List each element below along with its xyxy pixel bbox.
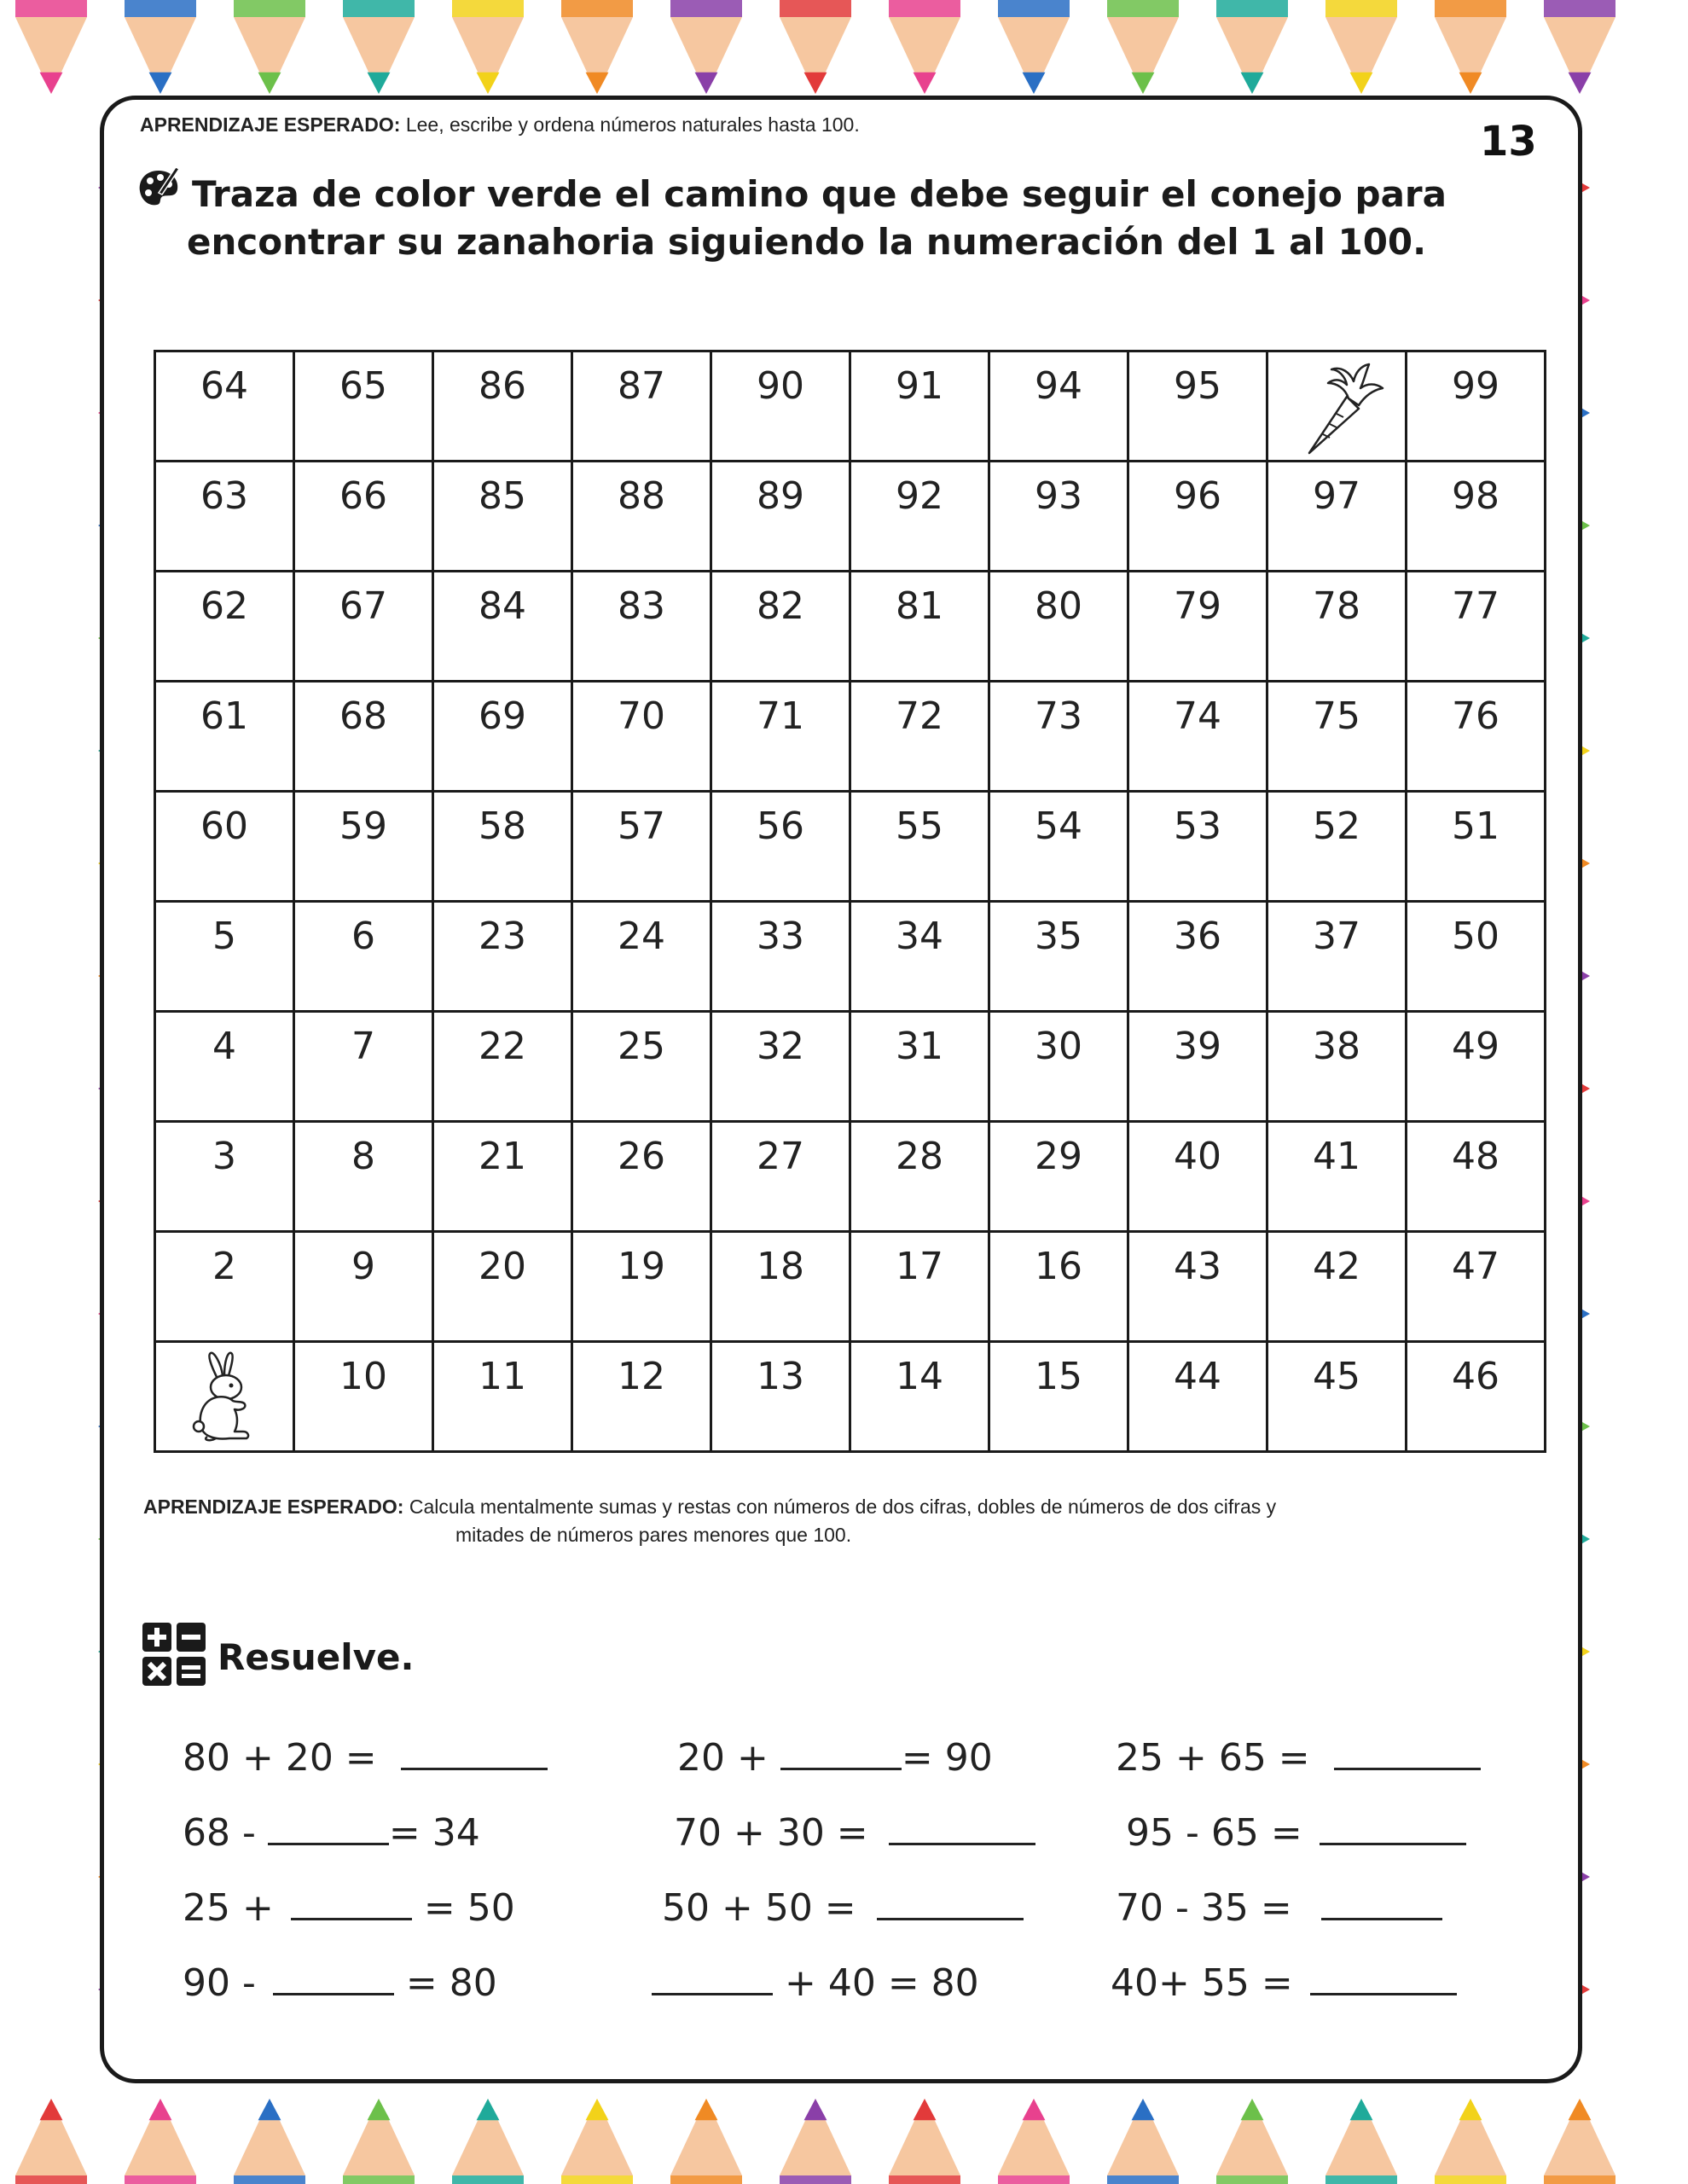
grid-cell[interactable]: 23 bbox=[433, 902, 572, 1012]
pencil-icon bbox=[1544, 2099, 1615, 2184]
pencil-icon bbox=[1107, 2099, 1179, 2184]
pencil-icon bbox=[889, 2099, 960, 2184]
grid-cell[interactable]: 88 bbox=[572, 462, 711, 572]
equation-9 bbox=[1116, 1880, 1442, 1934]
grid-cell[interactable]: 96 bbox=[1128, 462, 1267, 572]
grid-cell[interactable]: 66 bbox=[294, 462, 433, 572]
grid-cell[interactable]: 18 bbox=[711, 1232, 850, 1342]
pencil-icon bbox=[1216, 0, 1288, 94]
pencil-icon bbox=[15, 2099, 87, 2184]
grid-cell[interactable]: 90 bbox=[711, 351, 850, 462]
pencil-icon bbox=[670, 0, 742, 94]
grid-cell[interactable]: 86 bbox=[433, 351, 572, 462]
carrot-icon bbox=[1285, 357, 1388, 458]
pencil-icon bbox=[234, 2099, 305, 2184]
grid-cell[interactable]: 20 bbox=[433, 1232, 572, 1342]
grid-row bbox=[155, 572, 1546, 682]
pencil-icon bbox=[125, 2099, 196, 2184]
grid-row bbox=[155, 351, 1546, 462]
equation-4-text: 68 - bbox=[183, 1811, 256, 1855]
pencil-icon bbox=[889, 0, 960, 94]
header-learning-goal bbox=[140, 111, 860, 138]
grid-cell[interactable]: 95 bbox=[1128, 351, 1267, 462]
equation-7-result: = 50 bbox=[423, 1886, 515, 1930]
answer-blank[interactable] bbox=[652, 1955, 773, 1995]
grid-cell[interactable]: 16 bbox=[989, 1232, 1128, 1342]
grid-cell[interactable]: 31 bbox=[850, 1012, 989, 1122]
section2-line-2: mitades de números pares menores que 100. bbox=[455, 1524, 852, 1546]
grid-cell[interactable]: 34 bbox=[850, 902, 989, 1012]
answer-blank[interactable] bbox=[268, 1805, 389, 1845]
equation-7 bbox=[183, 1880, 515, 1934]
answer-blank[interactable] bbox=[1320, 1805, 1466, 1845]
pencil-icon bbox=[1107, 0, 1179, 94]
grid-row bbox=[155, 1012, 1546, 1122]
grid-cell[interactable]: 55 bbox=[850, 792, 989, 902]
pencil-icon bbox=[15, 0, 87, 94]
grid-cell[interactable]: 28 bbox=[850, 1122, 989, 1232]
grid-cell[interactable]: 60 bbox=[155, 792, 294, 902]
equation-5 bbox=[674, 1805, 1035, 1859]
grid-cell[interactable]: 13 bbox=[711, 1342, 850, 1452]
equation-9-text: 70 - 35 = bbox=[1116, 1886, 1292, 1930]
grid-cell[interactable]: 14 bbox=[850, 1342, 989, 1452]
equation-4 bbox=[183, 1805, 480, 1859]
grid-cell[interactable]: 87 bbox=[572, 351, 711, 462]
grid-cell[interactable]: 42 bbox=[1267, 1232, 1407, 1342]
grid-cell[interactable]: 45 bbox=[1267, 1342, 1407, 1452]
grid-row bbox=[155, 1232, 1546, 1342]
number-maze-grid bbox=[154, 350, 1546, 1453]
resuelve-title: Resuelve. bbox=[218, 1636, 415, 1678]
grid-row bbox=[155, 792, 1546, 902]
answer-blank[interactable] bbox=[1310, 1955, 1457, 1995]
pencil-icon bbox=[125, 0, 196, 94]
grid-cell[interactable]: 61 bbox=[155, 682, 294, 792]
grid-cell[interactable]: 46 bbox=[1407, 1342, 1546, 1452]
grid-cell[interactable]: 74 bbox=[1128, 682, 1267, 792]
grid-cell[interactable]: 97 bbox=[1267, 462, 1407, 572]
grid-cell[interactable]: 49 bbox=[1407, 1012, 1546, 1122]
grid-cell[interactable]: 57 bbox=[572, 792, 711, 902]
grid-cell[interactable]: 48 bbox=[1407, 1122, 1546, 1232]
grid-cell-carrot[interactable] bbox=[1267, 351, 1407, 462]
instruction-text bbox=[187, 171, 1523, 266]
grid-cell[interactable]: 15 bbox=[989, 1342, 1128, 1452]
grid-row bbox=[155, 462, 1546, 572]
grid-cell[interactable]: 58 bbox=[433, 792, 572, 902]
grid-cell[interactable]: 93 bbox=[989, 462, 1128, 572]
grid-cell[interactable]: 71 bbox=[711, 682, 850, 792]
grid-cell[interactable]: 79 bbox=[1128, 572, 1267, 682]
grid-cell[interactable]: 6 bbox=[294, 902, 433, 1012]
grid-cell[interactable]: 44 bbox=[1128, 1342, 1267, 1452]
grid-cell[interactable]: 54 bbox=[989, 792, 1128, 902]
grid-cell[interactable]: 25 bbox=[572, 1012, 711, 1122]
pencil-icon bbox=[234, 0, 305, 94]
pencil-icon bbox=[561, 2099, 633, 2184]
grid-cell[interactable]: 47 bbox=[1407, 1232, 1546, 1342]
grid-cell[interactable]: 10 bbox=[294, 1342, 433, 1452]
grid-cell[interactable]: 81 bbox=[850, 572, 989, 682]
pencil-icon bbox=[1544, 0, 1615, 94]
equation-12-text: 40+ 55 = bbox=[1111, 1961, 1293, 2005]
answer-blank[interactable] bbox=[889, 1805, 1035, 1845]
grid-cell[interactable]: 19 bbox=[572, 1232, 711, 1342]
grid-cell[interactable]: 26 bbox=[572, 1122, 711, 1232]
grid-cell[interactable]: 43 bbox=[1128, 1232, 1267, 1342]
grid-cell[interactable]: 17 bbox=[850, 1232, 989, 1342]
equation-2-result: = 90 bbox=[901, 1736, 993, 1780]
grid-cell[interactable]: 65 bbox=[294, 351, 433, 462]
grid-cell[interactable]: 92 bbox=[850, 462, 989, 572]
grid-cell[interactable]: 24 bbox=[572, 902, 711, 1012]
grid-cell[interactable]: 78 bbox=[1267, 572, 1407, 682]
header-text: Lee, escribe y ordena números naturales hasta 100. bbox=[405, 113, 860, 136]
grid-cell[interactable]: 2 bbox=[155, 1232, 294, 1342]
grid-cell[interactable]: 12 bbox=[572, 1342, 711, 1452]
grid-cell[interactable]: 59 bbox=[294, 792, 433, 902]
answer-blank[interactable] bbox=[291, 1880, 412, 1920]
grid-cell[interactable]: 89 bbox=[711, 462, 850, 572]
grid-cell[interactable]: 35 bbox=[989, 902, 1128, 1012]
answer-blank[interactable] bbox=[273, 1955, 394, 1995]
section2-label: APRENDIZAJE ESPERADO: bbox=[143, 1496, 404, 1518]
grid-cell[interactable]: 52 bbox=[1267, 792, 1407, 902]
equation-2 bbox=[677, 1730, 993, 1784]
equation-10 bbox=[183, 1955, 497, 2009]
grid-cell[interactable]: 50 bbox=[1407, 902, 1546, 1012]
grid-cell[interactable]: 53 bbox=[1128, 792, 1267, 902]
pencil-icon bbox=[343, 2099, 415, 2184]
pencil-icon bbox=[1435, 0, 1506, 94]
rabbit-icon bbox=[182, 1348, 267, 1443]
equation-11 bbox=[652, 1955, 979, 2009]
pencil-icon bbox=[343, 0, 415, 94]
grid-cell[interactable]: 62 bbox=[155, 572, 294, 682]
grid-cell[interactable]: 75 bbox=[1267, 682, 1407, 792]
grid-cell[interactable]: 80 bbox=[989, 572, 1128, 682]
palette-icon bbox=[136, 167, 181, 212]
answer-blank[interactable] bbox=[1321, 1880, 1442, 1920]
pencil-icon bbox=[998, 0, 1070, 94]
pencil-icon bbox=[452, 2099, 524, 2184]
grid-cell[interactable]: 27 bbox=[711, 1122, 850, 1232]
grid-cell[interactable]: 72 bbox=[850, 682, 989, 792]
grid-cell[interactable]: 76 bbox=[1407, 682, 1546, 792]
grid-row bbox=[155, 682, 1546, 792]
grid-cell[interactable]: 22 bbox=[433, 1012, 572, 1122]
grid-cell[interactable]: 4 bbox=[155, 1012, 294, 1122]
grid-cell[interactable]: 30 bbox=[989, 1012, 1128, 1122]
grid-cell[interactable]: 83 bbox=[572, 572, 711, 682]
grid-cell[interactable]: 73 bbox=[989, 682, 1128, 792]
grid-cell[interactable]: 36 bbox=[1128, 902, 1267, 1012]
grid-cell[interactable]: 9 bbox=[294, 1232, 433, 1342]
equation-5-text: 70 + 30 = bbox=[674, 1811, 868, 1855]
pencil-icon bbox=[1325, 2099, 1397, 2184]
grid-cell[interactable]: 63 bbox=[155, 462, 294, 572]
pencil-icon bbox=[780, 2099, 851, 2184]
pencil-icon bbox=[1325, 0, 1397, 94]
pencil-icon bbox=[1216, 2099, 1288, 2184]
equation-3-text: 25 + 65 = bbox=[1116, 1736, 1310, 1780]
equation-6-text: 95 - 65 = bbox=[1126, 1811, 1302, 1855]
grid-cell[interactable]: 7 bbox=[294, 1012, 433, 1122]
grid-cell[interactable]: 29 bbox=[989, 1122, 1128, 1232]
equation-8 bbox=[662, 1880, 1024, 1934]
answer-blank[interactable] bbox=[877, 1880, 1024, 1920]
pencil-icon bbox=[561, 0, 633, 94]
grid-cell[interactable]: 21 bbox=[433, 1122, 572, 1232]
grid-cell[interactable]: 99 bbox=[1407, 351, 1546, 462]
equation-11-text: + 40 = 80 bbox=[785, 1961, 979, 2005]
equation-12 bbox=[1111, 1955, 1457, 2009]
equation-10-text: 90 - bbox=[183, 1961, 256, 2005]
grid-cell[interactable]: 77 bbox=[1407, 572, 1546, 682]
answer-blank[interactable] bbox=[1334, 1730, 1481, 1770]
grid-cell[interactable]: 70 bbox=[572, 682, 711, 792]
grid-cell[interactable]: 39 bbox=[1128, 1012, 1267, 1122]
grid-cell[interactable]: 41 bbox=[1267, 1122, 1407, 1232]
grid-cell[interactable]: 32 bbox=[711, 1012, 850, 1122]
pencil-icon bbox=[998, 2099, 1070, 2184]
grid-row bbox=[155, 902, 1546, 1012]
grid-cell[interactable]: 84 bbox=[433, 572, 572, 682]
answer-blank[interactable] bbox=[780, 1730, 902, 1770]
grid-cell[interactable]: 85 bbox=[433, 462, 572, 572]
grid-cell[interactable]: 40 bbox=[1128, 1122, 1267, 1232]
grid-cell[interactable]: 11 bbox=[433, 1342, 572, 1452]
answer-blank[interactable] bbox=[401, 1730, 548, 1770]
grid-cell[interactable]: 94 bbox=[989, 351, 1128, 462]
grid-cell[interactable]: 91 bbox=[850, 351, 989, 462]
grid-row bbox=[155, 1122, 1546, 1232]
calculator-icon bbox=[141, 1621, 207, 1687]
pencil-icon bbox=[670, 2099, 742, 2184]
grid-row bbox=[155, 1342, 1546, 1452]
section2-line-1: Calcula mentalmente sumas y restas con números de dos cifras, dobles de números de dos cifras y bbox=[409, 1496, 1277, 1518]
instruction-line-2: encontrar su zanahoria siguiendo la numeración del 1 al 100. bbox=[187, 221, 1427, 263]
grid-cell[interactable]: 33 bbox=[711, 902, 850, 1012]
grid-cell[interactable]: 38 bbox=[1267, 1012, 1407, 1122]
equation-1 bbox=[183, 1730, 548, 1784]
equation-1-text: 80 + 20 = bbox=[183, 1736, 377, 1780]
grid-cell[interactable]: 64 bbox=[155, 351, 294, 462]
grid-cell[interactable]: 37 bbox=[1267, 902, 1407, 1012]
equation-6 bbox=[1126, 1805, 1466, 1859]
equation-3 bbox=[1116, 1730, 1481, 1784]
grid-cell[interactable]: 68 bbox=[294, 682, 433, 792]
instruction-line-1: Traza de color verde el camino que debe seguir el conejo para bbox=[192, 173, 1447, 215]
grid-cell[interactable]: 5 bbox=[155, 902, 294, 1012]
grid-cell[interactable]: 82 bbox=[711, 572, 850, 682]
equation-4-result: = 34 bbox=[388, 1811, 480, 1855]
grid-cell-rabbit[interactable] bbox=[155, 1342, 294, 1452]
section2-learning-goal bbox=[143, 1493, 1491, 1549]
equation-7-text: 25 + bbox=[183, 1886, 274, 1930]
grid-cell[interactable]: 3 bbox=[155, 1122, 294, 1232]
grid-cell[interactable]: 51 bbox=[1407, 792, 1546, 902]
grid-cell[interactable]: 67 bbox=[294, 572, 433, 682]
grid-cell[interactable]: 69 bbox=[433, 682, 572, 792]
grid-cell[interactable]: 8 bbox=[294, 1122, 433, 1232]
pencil-icon bbox=[1435, 2099, 1506, 2184]
pencil-icon bbox=[452, 0, 524, 94]
equation-10-result: = 80 bbox=[405, 1961, 497, 2005]
page-number: 13 bbox=[1480, 118, 1537, 166]
equation-8-text: 50 + 50 = bbox=[662, 1886, 856, 1930]
grid-cell[interactable]: 98 bbox=[1407, 462, 1546, 572]
header-label: APRENDIZAJE ESPERADO: bbox=[140, 113, 401, 136]
equation-2-text: 20 + bbox=[677, 1736, 769, 1780]
grid-cell[interactable]: 56 bbox=[711, 792, 850, 902]
pencil-icon bbox=[780, 0, 851, 94]
